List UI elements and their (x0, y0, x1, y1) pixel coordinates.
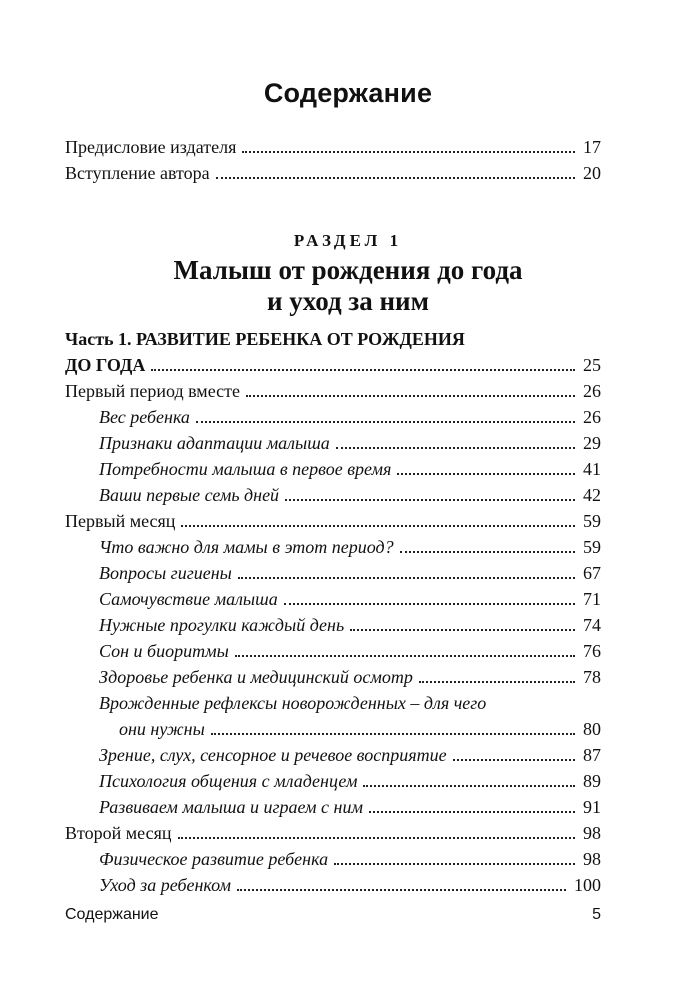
toc-entry-page: 74 (583, 615, 601, 635)
toc-subentry (65, 742, 601, 768)
toc-subentry (65, 612, 601, 638)
leader-dots (196, 407, 575, 423)
toc-entry-label: Уход за ребенком (99, 875, 231, 895)
part-heading: Часть 1. РАЗВИТИЕ РЕБЕНКА ОТ РОЖДЕНИЯ (65, 329, 465, 349)
toc-entry-page: 87 (583, 745, 601, 765)
toc-entry-publisher-preface (65, 134, 601, 160)
toc-entry-label: Психология общения с младенцем (99, 771, 358, 791)
leader-dots (363, 771, 575, 787)
toc-entry-page: 59 (583, 511, 601, 531)
toc-entry-label: Здоровье ребенка и медицинский осмотр (99, 667, 413, 687)
part-heading-line-2: ДО ГОДА (65, 355, 146, 375)
toc-subentry (65, 872, 601, 898)
toc-entry-page: 29 (583, 433, 601, 453)
leader-dots (246, 381, 575, 397)
leader-dots (151, 355, 575, 371)
toc-entry-author-intro (65, 160, 601, 186)
toc-entry-label: они нужны (119, 719, 205, 739)
leader-dots (242, 137, 575, 153)
section-title-line-1: Малыш от рождения до года (173, 255, 523, 285)
toc-entry-page: 20 (583, 163, 601, 183)
toc-entry-part-1 (65, 352, 601, 378)
toc-subentry (65, 586, 601, 612)
toc-entry-label: Вес ребенка (99, 407, 190, 427)
leader-dots (453, 745, 575, 761)
toc-entry-label: Второй месяц (65, 823, 172, 843)
toc-subentry (65, 638, 601, 664)
front-matter-list (65, 134, 601, 186)
toc-subentry (65, 404, 601, 430)
leader-dots (350, 615, 575, 631)
toc-entry-label: Вступление автора (65, 163, 210, 183)
leader-dots (211, 719, 575, 735)
toc-entry-page: 89 (583, 771, 601, 791)
section-label: РАЗДЕЛ 1 (293, 231, 403, 250)
toc-entry-label: Первый период вместе (65, 381, 240, 401)
leader-dots (178, 823, 576, 839)
leader-dots (216, 163, 575, 179)
toc-entry-page: 59 (583, 537, 601, 557)
toc-entry (65, 508, 601, 534)
toc-entry-page: 25 (583, 355, 601, 375)
toc-subentry (65, 534, 601, 560)
toc-entry-label: Сон и биоритмы (99, 641, 229, 661)
toc-subentry-wrapped: Врожденные рефлексы новорожденных – для чего (99, 693, 487, 713)
leader-dots (336, 433, 575, 449)
toc-entry-page: 100 (574, 875, 601, 895)
toc-entry-label: Вопросы гигиены (99, 563, 232, 583)
leader-dots (400, 537, 575, 553)
toc-entry-page: 41 (583, 459, 601, 479)
toc-subentry (65, 846, 601, 872)
toc-entry-label: Зрение, слух, сенсорное и речевое восприятие (99, 745, 447, 765)
leader-dots (284, 589, 575, 605)
toc-entry-page: 17 (583, 137, 601, 157)
leader-dots (369, 797, 575, 813)
toc-entry-label: Ваши первые семь дней (99, 485, 280, 505)
toc-entry-page: 91 (583, 797, 601, 817)
leader-dots (334, 849, 575, 865)
toc-entry-page: 98 (583, 823, 601, 843)
toc-subentry (65, 560, 601, 586)
leader-dots (285, 485, 575, 501)
toc-subentry (65, 482, 601, 508)
running-footer: Содержание (65, 906, 159, 923)
leader-dots (237, 875, 566, 891)
toc-subentry-continuation (65, 716, 601, 742)
toc-entry (65, 820, 601, 846)
toc-entry-label: Предисловие издателя (65, 137, 237, 157)
toc-entry-page: 42 (583, 485, 601, 505)
page-title: Содержание (263, 78, 433, 108)
section-title-line-2: и уход за ним (266, 286, 429, 316)
toc-entry-label: Нужные прогулки каждый день (99, 615, 345, 635)
toc-entry-label: Первый месяц (65, 511, 176, 531)
toc-entry-page: 80 (583, 719, 601, 739)
toc-subentry (65, 768, 601, 794)
toc-entry-label: Потребности малыша в первое время (99, 459, 392, 479)
toc-entry-label: Развиваем малыша и играем с ним (99, 797, 363, 817)
toc-entry-page: 26 (583, 407, 601, 427)
toc-entry-label: Физическое развитие ребенка (99, 849, 329, 869)
toc-entry-label: Самочувствие малыша (99, 589, 278, 609)
section-title (0, 255, 696, 317)
toc-entry-label: Что важно для мамы в этот период? (99, 537, 394, 557)
toc-entry-page: 78 (583, 667, 601, 687)
toc-entry-label: Признаки адаптации малыша (99, 433, 330, 453)
toc-entry-page: 98 (583, 849, 601, 869)
toc-subentry (65, 794, 601, 820)
toc-entry-page: 67 (583, 563, 601, 583)
toc-list (65, 326, 601, 898)
toc-entry-page: 76 (583, 641, 601, 661)
toc-subentry (65, 456, 601, 482)
page-number: 5 (592, 906, 601, 923)
leader-dots (419, 667, 575, 683)
toc-entry-page: 26 (583, 381, 601, 401)
leader-dots (181, 511, 575, 527)
leader-dots (235, 641, 575, 657)
toc-entry (65, 378, 601, 404)
leader-dots (397, 459, 575, 475)
toc-entry-page: 71 (583, 589, 601, 609)
leader-dots (238, 563, 575, 579)
toc-subentry (65, 664, 601, 690)
toc-subentry (65, 430, 601, 456)
